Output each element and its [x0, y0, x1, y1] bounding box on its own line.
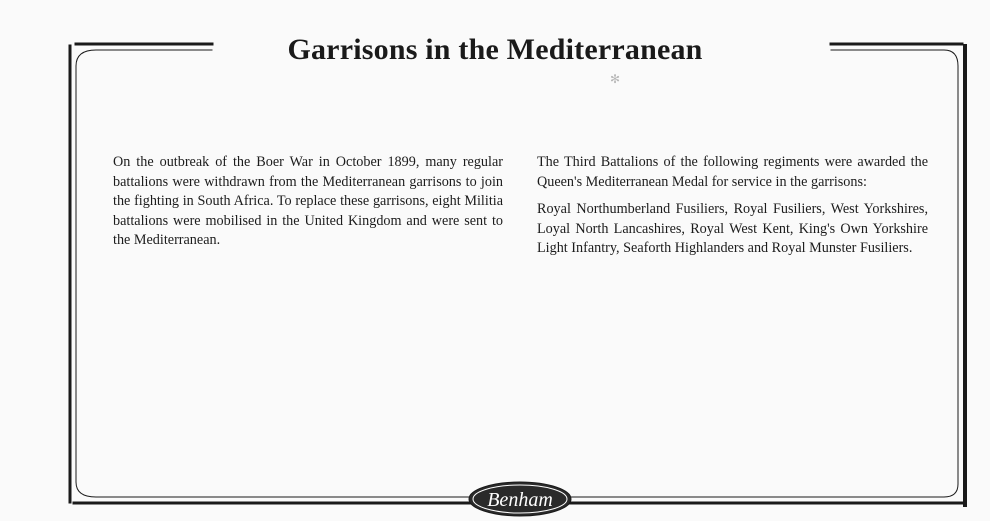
left-paragraph: On the outbreak of the Boer War in October 1899, many regular battalions were withdrawn from the Mediterranean garrisons to join the fighting in South Africa. To replace these garrisons, eight Militia battalions were mobilised in the United Kingdom and were sent to the Mediterranean.: [113, 154, 503, 249]
logo-text: Benham: [487, 489, 553, 511]
right-paragraph-intro: The Third Battalions of the following regiments were awarded the Queen's Mediterranean Medal for service in the garrisons:: [537, 154, 928, 190]
star-ornament-icon: ✻: [610, 72, 621, 86]
left-column: [113, 153, 503, 259]
page-title: Garrisons in the Mediterranean: [287, 33, 703, 66]
right-paragraph-regiments: Royal Northumberland Fusiliers, Royal Fusiliers, West Yorkshires, Loyal North Lancashires, Royal West Kent, King's Own Yorkshire Light Infantry, Seaforth Highlanders and Royal Munster Fusiliers.: [537, 201, 928, 257]
benham-logo: [468, 481, 572, 517]
right-column: [537, 153, 928, 267]
